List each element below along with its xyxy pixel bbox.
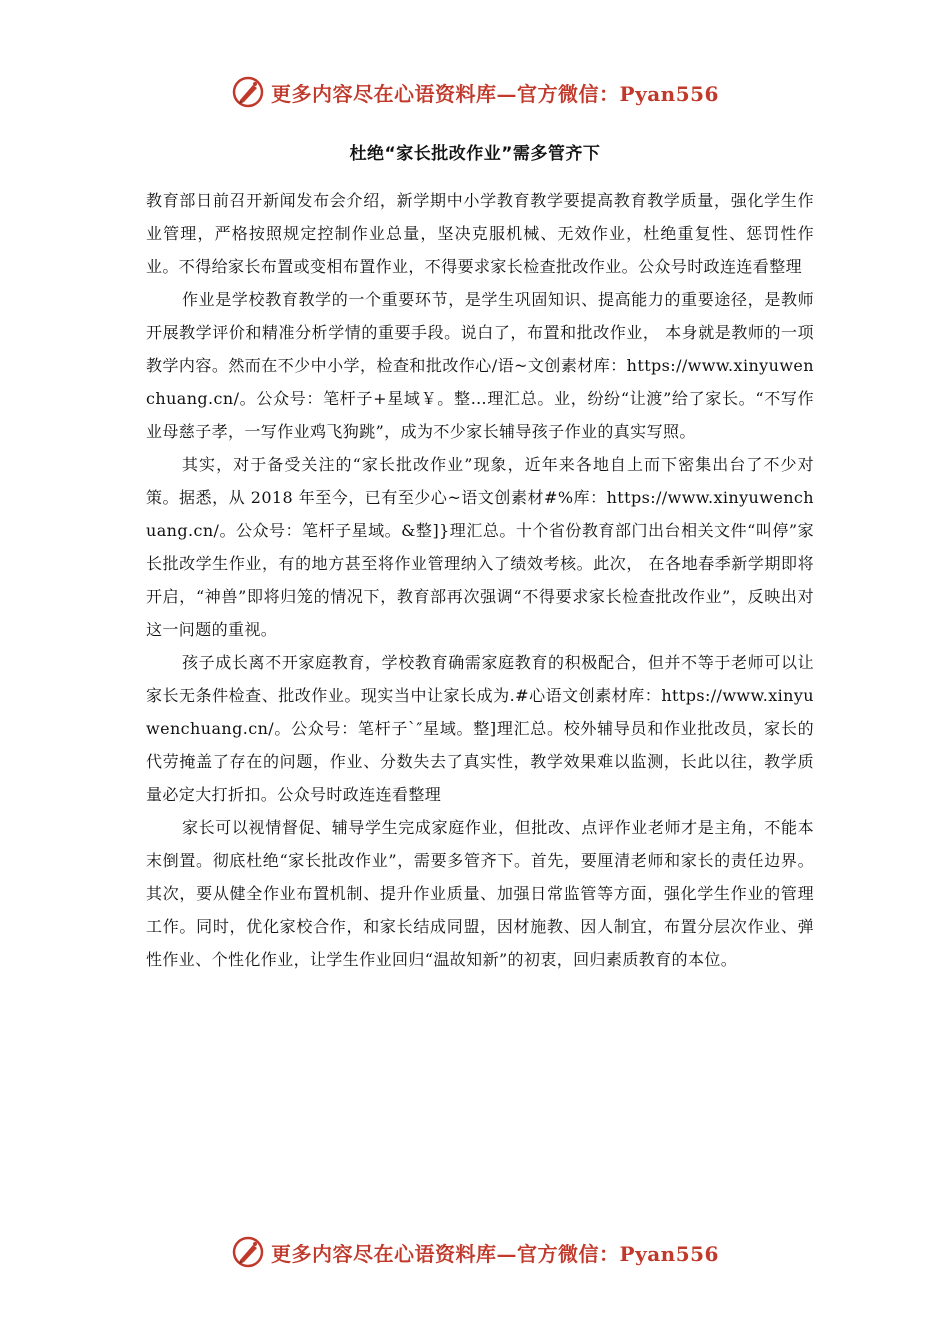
paragraph: 教育部日前召开新闻发布会介绍，新学期中小学教育教学要提高教育教学质量，强化学生作业管理，严格按照规定控制作业总量，坚决克服机械、无效作业，杜绝重复性、惩罚性作业。不得给家长布置或变相布置作业，不得要求家长检查批改作业。公众号时政连连看整理 — [146, 191, 814, 276]
banner-text: 更多内容尽在心语资料库—官方微信：Pyan556 — [271, 81, 719, 106]
pen-logo-icon — [231, 75, 265, 109]
paragraph: 其实，对于备受关注的“家长批改作业”现象，近年来各地自上而下密集出台了不少对策。据悉，从 2018 年至今，已有至少心~语文创素材#%库：https://www.xinyuwenchuang.cn/。公众号：笔杆子星域。&整]}理汇总。十个省份教育部门出台相关文件“叫停”家长批改学生作业，有的地方甚至将作业管理纳入了绩效考核。此次， 在各地春季新学期即将开启，“神兽”即将归笼的情况下，教育部再次强调“不得要求家长检查批改作业”，反映出对这一问题的重视。 — [146, 455, 814, 639]
paragraph: 家长可以视情督促、辅导学生完成家庭作业，但批改、点评作业老师才是主角，不能本末倒置。彻底杜绝“家长批改作业”，需要多管齐下。首先，要厘清老师和家长的责任边界。其次，要从健全作业布置机制、提升作业质量、加强日常监管等方面，强化学生作业的管理工作。同时，优化家校合作，和家长结成同盟，因材施教、因人制宜，布置分层次作业、弹性作业、个性化作业，让学生作业回归“温故知新”的初衷，回归素质教育的本位。 — [146, 818, 814, 969]
footer-banner — [0, 1232, 950, 1272]
pen-logo-icon — [231, 1235, 265, 1269]
paragraph: 孩子成长离不开家庭教育，学校教育确需家庭教育的积极配合，但并不等于老师可以让家长无条件检查、批改作业。现实当中让家长成为.#心语文创素材库：https://www.xinyuwenchuang.cn/。公众号：笔杆子`″星域。整]理汇总。校外辅导员和作业批改员，家长的代劳掩盖了存在的问题，作业、分数失去了真实性，教学效果难以监测，长此以往，教学质量必定大打折扣。公众号时政连连看整理 — [146, 653, 814, 804]
banner-text: 更多内容尽在心语资料库—官方微信：Pyan556 — [271, 1241, 719, 1266]
article-body — [146, 184, 814, 976]
header-banner — [0, 72, 950, 112]
paragraph: 作业是学校教育教学的一个重要环节，是学生巩固知识、提高能力的重要途径，是教师开展教学评价和精准分析学情的重要手段。说白了，布置和批改作业， 本身就是教师的一项教学内容。然而在不少中小学，检查和批改作心/语~文创素材库：https://www.xinyuwenchuang.cn/。公众号：笔杆子+星域￥。整…理汇总。业，纷纷“让渡”给了家长。“不写作业母慈子孝，一写作业鸡飞狗跳”，成为不少家长辅导孩子作业的真实写照。 — [146, 290, 814, 441]
page-title: 杜绝“家长批改作业”需多管齐下 — [349, 144, 601, 164]
